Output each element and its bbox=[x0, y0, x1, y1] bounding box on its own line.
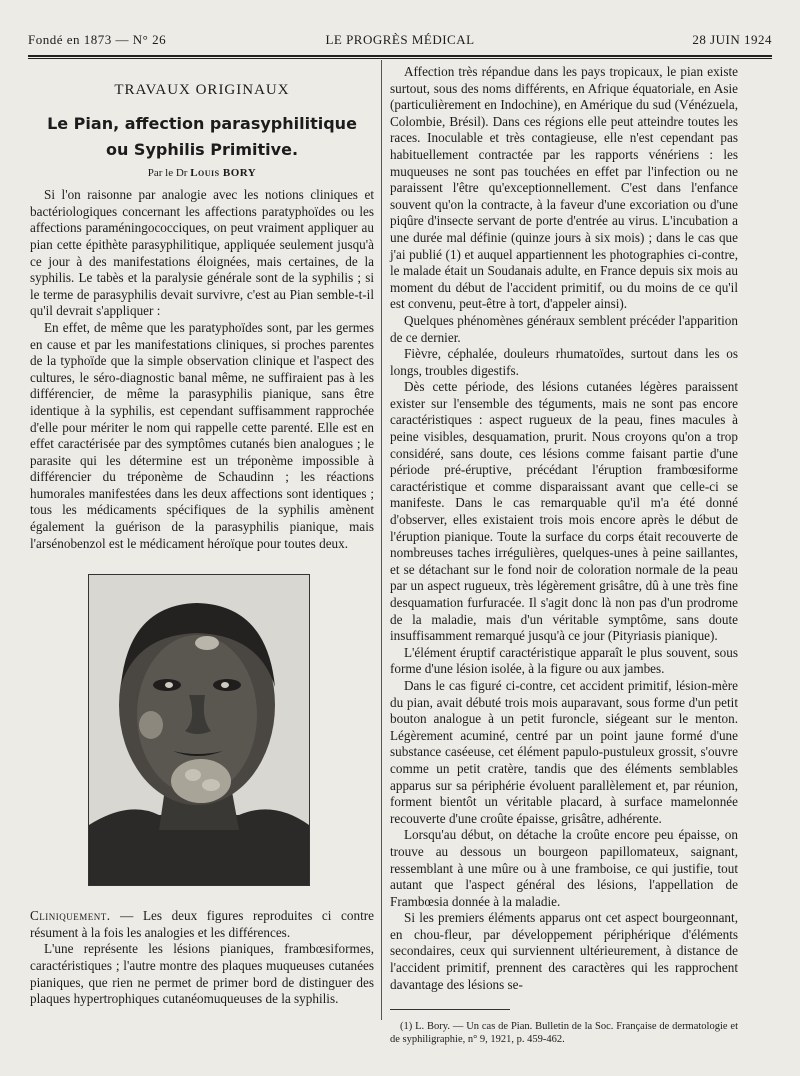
article-title-line2: ou Syphilis Primitive. bbox=[105, 139, 299, 159]
running-header bbox=[28, 32, 772, 52]
right-paragraph-3: Fièvre, céphalée, douleurs rhumatoïdes, surtout dans les os longs, troubles digestifs. bbox=[390, 346, 738, 378]
footnote: (1) L. Bory. — Un cas de Pian. Bulletin de la Soc. Française de dermatologie et de syphiligraphie, n° 9, 1921, p. 459-462. bbox=[390, 1021, 738, 1046]
author-name: Louis BORY bbox=[190, 166, 257, 179]
article-title-line1: Le Pian, affection parasyphilitique bbox=[47, 113, 357, 133]
right-paragraph-2: Quelques phénomènes généraux semblent précéder l'apparition de ce dernier. bbox=[390, 312, 738, 345]
header-founded: Fondé en 1873 — N° 26 bbox=[28, 32, 167, 47]
right-paragraph-4: Dès cette période, des lésions cutanées légères paraissent exister sur l'ensemble des téguments, mais ne sont pas encore caractéristiques : aspect rugueux de la peau, fines macules à peine visibles, desquamation, prurit. Nous croyons qu'on a trop considéré, sans doute, ces lésions comme faisant partie d'une période pré-éruptive, précédant l'éruption frambœsiforme caractéristique et comme disparaissant avant que celle-ci se manifeste. Dans le cas remarquable qu'il m'a été donné d'observer, elles existaient trois mois encore après le début de l'éruption pianique. Toute la surface du corps était recouverte de nombreuses taches irrégulières, quelques-unes à peine saillantes, et se détachant sur le fond noir de coloration normale de la peau par un aspect rugueux, très légèrement grisâtre, dû à une très fine desquamation furfuracée. Il s'agit donc là non pas d'un prodrome de la maladie, mais d'un véritable symptôme, sans doute insuffisamment remarqué jusqu'à ce jour (Pityriasis pianique). bbox=[390, 379, 738, 644]
right-paragraph-7: Lorsqu'au début, on détache la croûte encore peu épaisse, on trouve au dessous un bourgeon papillomateux, saignant, ressemblant à une mûre ou à une framboise, ce qui justifie, tout autant que l'aspect général des lésions, l'appellation de Frambœsia donnée à la maladie. bbox=[390, 827, 738, 909]
right-column bbox=[390, 64, 738, 1046]
left-paragraph-1: Si l'on raisonne par analogie avec les notions cliniques et bactériologiques concernant les affections paratyphoïdes ou les affections paraméningococciques, on peut vraiment appliquer au pian cette épithète parasyphilitique, appliquée seulement jusqu'à ce jour à des manifestations éloignées, mais certaines, de la syphilis. Le tabès et la paralysie générale sont de la syphilis ; si le terme de parasyphilis devait survivre, c'est au Pian semble-t-il qu'il devrait s'appliquer : bbox=[30, 187, 374, 319]
caption-label: Cliniquement. bbox=[30, 908, 111, 924]
right-paragraph-8: Si les premiers éléments apparus ont cet aspect bourgeonnant, en chou-fleur, par développement périphérique d'éléments secondaires, ceux qui surviennent ultérieurement, à distance de l'accident primitif, prennent des caractères qui les rapprochent davantage des lésions se- bbox=[390, 910, 738, 992]
right-paragraph-1: Affection très répandue dans les pays tropicaux, le pian existe surtout, sous des noms différents, en Afrique équatoriale, en Asie (particulièrement en Indochine), en Amérique du sud (Vénézuela, Colombie, Brésil). Dans ces régions elle peut atteindre toutes les races. Inoculable et très contagieuse, elle n'est cependant pas habituellement contractée par les rapports vénériens : les muqueuses ne sont pas touchées en effet par l'infection ou ne paraissent l'être qu'exceptionnellement. C'est dans l'enfance souvent qu'on la contracte, à la faveur d'une excoriation ou d'une piqûre d'insecte servant de porte d'entrée au virus. L'incubation a une durée mal définie (quinze jours à six mois) ; dans le cas que j'ai publié (1) et auquel appartiennent les photographies ci-contre, le malade était un Soudanais adulte, en France depuis six mois au moment du début de l'accident primitif, ou du moins de ce qu'il est convenu, peut-être à tort, d'appeler ainsi). bbox=[390, 64, 738, 312]
footnote-rule bbox=[390, 1009, 510, 1010]
column-divider bbox=[381, 60, 382, 1020]
journal-name: LE PROGRÈS MÉDICAL bbox=[325, 32, 475, 47]
figure-caption bbox=[30, 908, 374, 1008]
byline bbox=[30, 165, 374, 182]
left-column bbox=[30, 64, 374, 1008]
caption-text: — Les deux figures reproduites ci contre résument à la fois les analogies et les différences. bbox=[30, 908, 374, 940]
left-paragraph-2: En effet, de même que les paratyphoïdes sont, par les germes en cause et par les manifestations cliniques, si proches parentes de la typhoïde que la simple observation clinique et l'aspect des cultures, le séro-diagnostic banal même, ne suffiraient pas à les différencier, de même la parasyphilis pianique, sans être identique à la syphilis, est cependant suffisamment rapprochée d'elle pour mériter le nom qui rappelle cette parenté. Elle est en effet caractérisée par des symptômes cutanés bien analogues ; le parasite qui les détermine est un tréponème impossible à différencier du tréponème de Schaudinn ; les réactions humorales manifestées dans les deux affections sont identiques ; tous les médicaments spécifiques de la syphilis amènent également la guérison de la parasyphilis pianique, mais l'arsénobenzol est le médicament héroïque pour toutes deux. bbox=[30, 319, 374, 551]
header-rule-thin bbox=[28, 58, 772, 59]
byline-prefix: Par le Dr bbox=[147, 166, 188, 179]
issue-date: 28 JUIN 1924 bbox=[692, 32, 772, 47]
right-paragraph-5: L'élément éruptif caractéristique apparaît le plus souvent, sous forme d'une lésion isolée, à la figure ou aux jambes. bbox=[390, 644, 738, 677]
patient-photograph bbox=[88, 574, 310, 886]
patient-face-image bbox=[89, 575, 309, 885]
caption-paragraph-2: L'une représente les lésions pianiques, frambœsiformes, caractéristiques ; l'autre montre des plaques muqueuses cutanées pianiques, que rien ne permet de primer bord de distinguer des plaques hypertrophiques cutanéomuqueuses de la syphilis. bbox=[30, 941, 374, 1007]
section-heading: TRAVAUX ORIGINAUX bbox=[114, 82, 290, 98]
header-rule bbox=[28, 55, 772, 57]
right-paragraph-6: Dans le cas figuré ci-contre, cet accident primitif, lésion-mère du pian, avait débuté trois mois auparavant, sous forme d'un petit bouton analogue à un petit furoncle, siégeant sur le menton. Légèrement acuminé, centré par un point jaune formé d'une substance caséeuse, cet élément papulo-pustuleux grossit, s'ouvre comme un petit cratère, tandis que des éléments semblables apparus sur sa périphérie évoluent parallèlement et, par réunion, forment bientôt un véritable placard, à surface mamelonnée recouverte d'une croûte épaisse, grisâtre, adhérente. bbox=[390, 677, 738, 826]
